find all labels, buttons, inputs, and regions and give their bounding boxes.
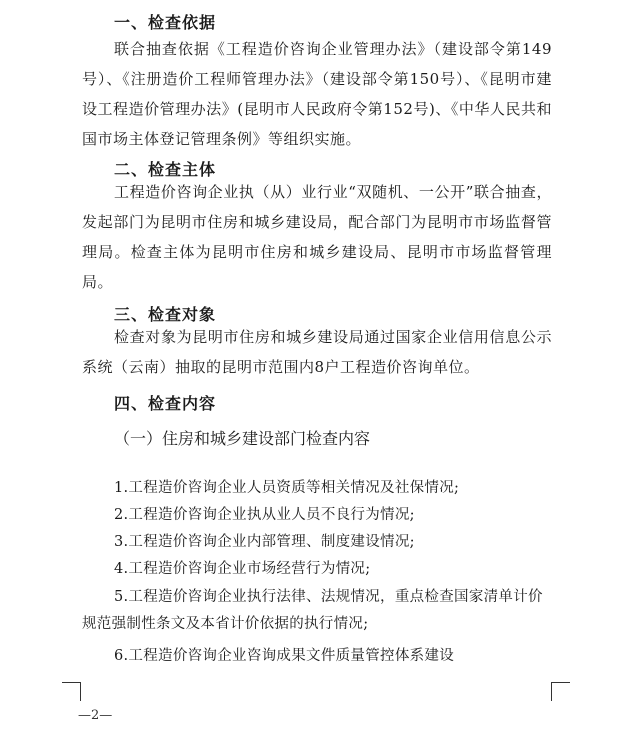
heading-content: 四、检查内容 [114,394,217,413]
heading-subject: 二、检查主体 [114,160,217,179]
heading-target: 三、检查对象 [114,305,217,324]
list-item: 2.工程造价咨询企业执从业人员不良行为情况; [114,507,415,523]
list-item: 4.工程造价咨询企业市场经营行为情况; [114,561,371,577]
paragraph-subject: 工程造价咨询企业执（从）业行业“双随机、一公开”联合抽查，发起部门为昆明市住房和城乡建设局，配合部门为昆明市市场监督管理局。检查主体为昆明市住房和城乡建设局、昆明市市场监督管理局。 [82,183,552,291]
crop-mark-right [551,682,570,701]
heading-basis: 一、检查依据 [114,13,217,32]
list-item: 6.工程造价咨询企业咨询成果文件质量管控体系建设 [114,648,455,664]
paragraph-target: 检查对象为昆明市住房和城乡建设局通过国家企业信用信息公示系统（云南）抽取的昆明市范围内8户工程造价咨询单位。 [82,328,552,376]
subheading-housing-dept: （一）住房和城乡建设部门检查内容 [114,429,371,448]
list-item: 3.工程造价咨询企业内部管理、制度建设情况; [114,534,415,550]
crop-mark-left [62,682,81,701]
paragraph-basis: 联合抽查依据《工程造价咨询企业管理办法》（建设部令第149号）、《注册造价工程师管理办法》（建设部令第150号）、《昆明市建设工程造价管理办法》(昆明市人民政府令第152号)、《中华人民共和国市场主体登记管理条例》等组织实施。 [82,40,552,148]
list-item: 1.工程造价咨询企业人员资质等相关情况及社保情况; [114,480,460,496]
page-number: —2— [78,708,113,723]
list-item: 5.工程造价咨询企业执行法律、法规情况，重点检查国家清单计价规范强制性条文及本省计价依据的执行情况; [82,589,543,632]
